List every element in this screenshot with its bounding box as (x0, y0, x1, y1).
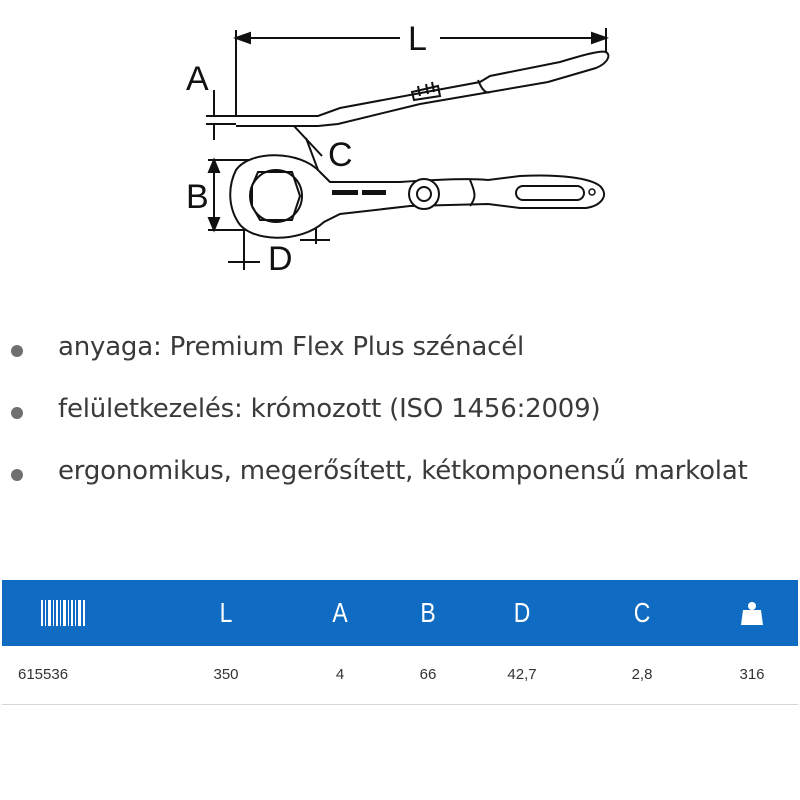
header-c: C (633, 597, 651, 628)
header-a: A (332, 597, 348, 628)
dim-label-b: B (186, 178, 209, 216)
feature-text: anyaga: Premium Flex Plus szénacél (58, 332, 525, 362)
bullet-icon (11, 345, 23, 357)
cell-article-number: 615536 (18, 666, 69, 683)
header-barcode (18, 580, 108, 646)
wrench-technical-drawing (0, 0, 800, 300)
feature-item (0, 446, 800, 508)
weight-icon (741, 601, 763, 625)
bullet-icon (11, 469, 23, 481)
arrow-icon (236, 33, 250, 43)
hang-hole (589, 189, 595, 195)
cell-weight: 316 (739, 666, 765, 683)
arrow-icon (209, 160, 219, 172)
table-header (2, 580, 798, 646)
arrow-icon (209, 218, 219, 230)
header-b: B (420, 597, 436, 628)
barcode-icon (41, 600, 85, 626)
brand-code (362, 190, 386, 195)
feature-item (0, 322, 800, 384)
table-row (2, 646, 798, 705)
cell-a: 4 (335, 666, 345, 683)
dim-label-a: A (186, 60, 209, 98)
arrow-icon (592, 33, 606, 43)
header-l: L (219, 597, 233, 628)
dim-label-d: D (268, 240, 293, 278)
cell-l: 350 (213, 666, 239, 683)
cell-c: 2,8 (631, 666, 653, 683)
dim-label-c: C (328, 136, 353, 174)
header-weight (727, 580, 777, 646)
handle-slot (516, 186, 584, 200)
cell-d: 42,7 (507, 666, 537, 683)
feature-text: felületkezelés: krómozott (ISO 1456:2009) (58, 394, 601, 424)
feature-text: ergonomikus, megerősített, kétkomponensű markolat (58, 456, 748, 486)
feature-list (0, 322, 800, 508)
spec-table (2, 580, 798, 705)
bullet-icon (11, 407, 23, 419)
header-d: D (513, 597, 531, 628)
feature-item (0, 384, 800, 446)
brand-logo (332, 190, 358, 195)
dim-label-l: L (408, 20, 427, 58)
cell-b: 66 (419, 666, 437, 683)
ratchet-gear (409, 179, 439, 209)
